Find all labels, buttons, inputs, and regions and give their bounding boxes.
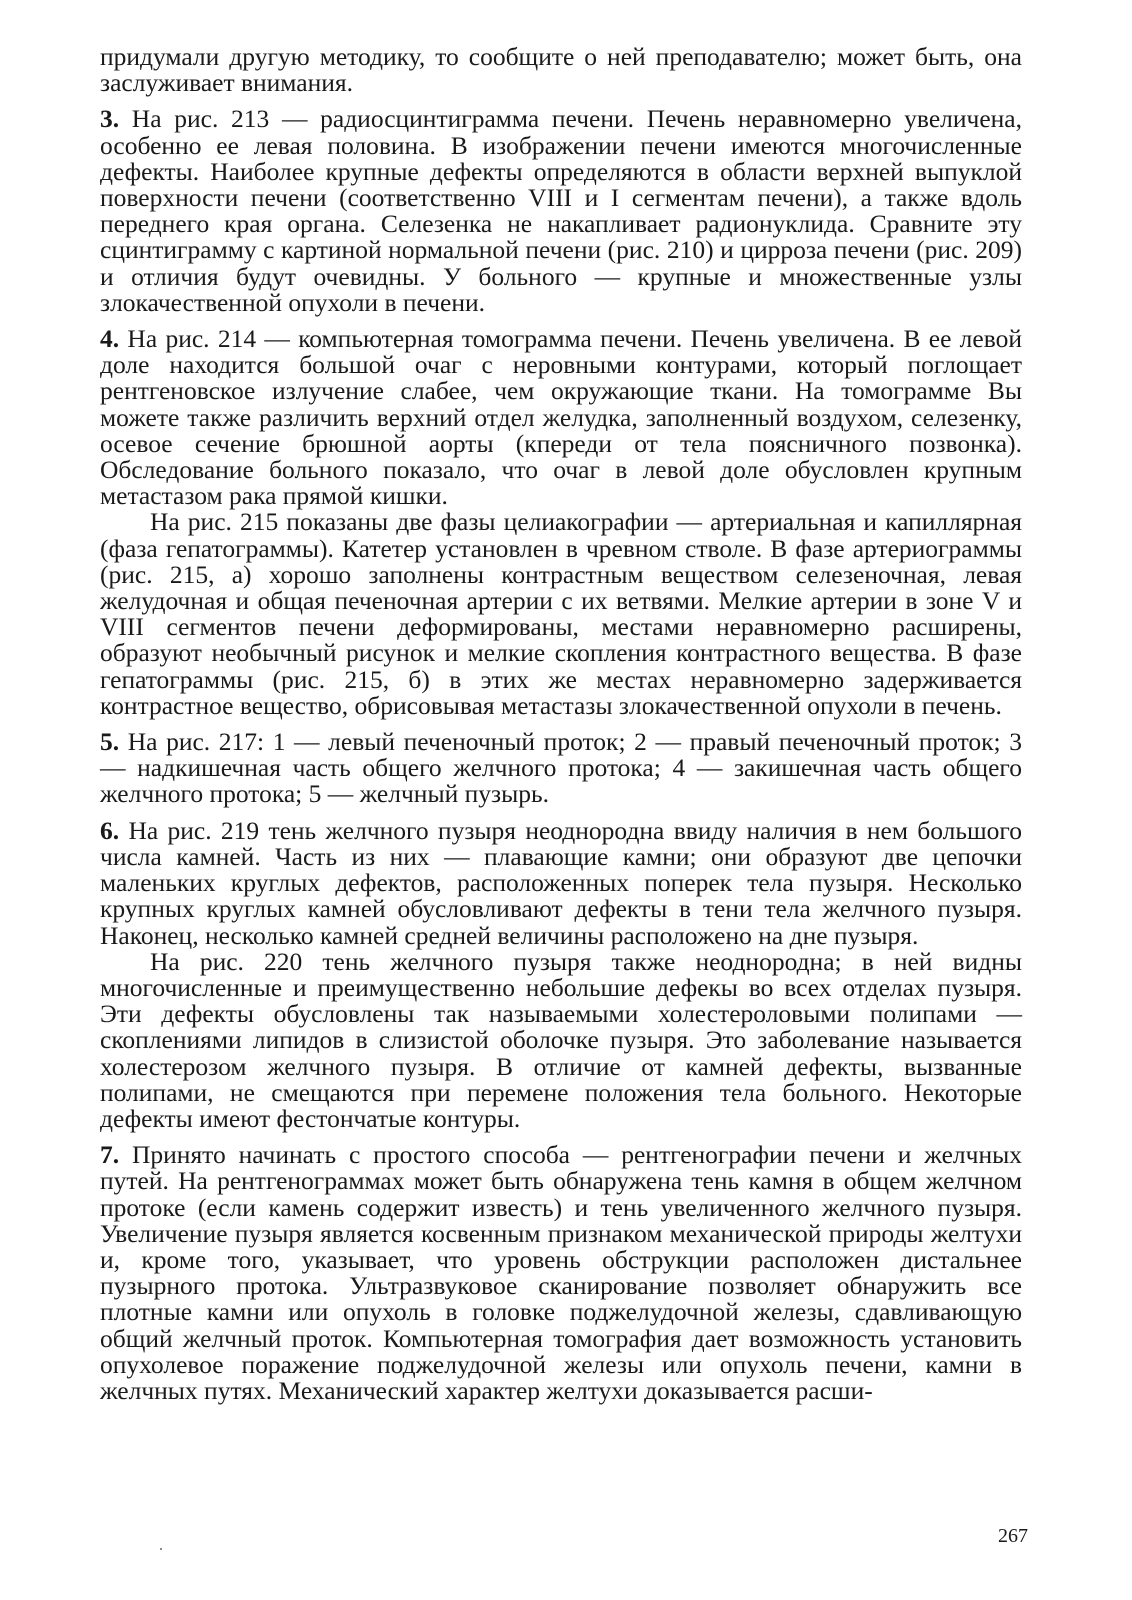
page-number: 267 <box>998 1525 1028 1547</box>
item-number: 4. <box>100 324 120 354</box>
paragraph-item-3: 3. На рис. 213 — радиосцинтиграмма печени. Печень неравномерно увеличена, особенно ее левая половина. В изображении печени имеются многочисленные дефекты. Наиболее крупные дефекты определяются в области верхней выпуклой поверхности печени (соответственно VIII и I сегментам печени), а также вдоль переднего края органа. Селезенка не накапливает радионуклида. Сравните эту сцинтиграмму с картиной нормальной печени (рис. 210) и цирроза печени (рис. 209) и отличия будут очевидны. У больного — крупные и множественные узлы злокачественной опухоли в печени. <box>100 104 1022 317</box>
item-number: 6. <box>100 815 120 845</box>
item-number: 5. <box>100 727 120 757</box>
paragraph-item-7: 7. Принято начинать с простого способа — рентгенографии печени и желчных путей. На рентгенограммах может быть обнаружена тень камня в общем желчном протоке (если камень содержит известь) и тень увеличенного желчного пузыря. Увеличение пузыря является косвенным признаком механической природы желтухи и, кроме того, указывает, что уровень обструкции расположен дистальнее пузырного протока. Ультразвуковое сканирование позволяет обнаружить все плотные камни или опухоль в головке поджелудочной железы, сдавливающую общий желчный проток. Компьютерная томография дает возможность установить опухолевое поражение поджелудочной железы или опухоль печени, камни в желчных путях. Механический характер желтухи доказывается расши- <box>100 1140 1022 1405</box>
paragraph-item-6-continued: На рис. 220 тень желчного пузыря также неоднородна; в ней видны многочисленные и преимущественно небольшие дефекы во всех отделах пузыря. Эти дефекты обусловлены так называемыми холестероловыми полипами — скоплениями липидов в слизистой оболочке пузыря. Это заболевание называется холестерозом желчного пузыря. В отличие от камней дефекты, вызванные полипами, не смещаются при перемене положения тела больного. Некоторые дефекты имеют фестончатые контуры. <box>100 946 1022 1133</box>
print-speck <box>160 1548 162 1550</box>
paragraph-continuation: придумали другую методику, то сообщите о ней преподавателю; может быть, она заслуживает внимания. <box>100 42 1022 98</box>
document-body <box>100 44 1022 1404</box>
item-number: 3. <box>100 104 120 134</box>
paragraph-item-4: 4. На рис. 214 — компьютерная томограмма печени. Печень увеличена. В ее левой доле находится большой очаг с неровными контурами, который поглощает рентгеновское излучение слабее, чем окружающие ткани. На томограмме Вы можете также различить верхний отдел желудка, заполненный воздухом, селезенку, осевое сечение брюшной аорты (кпереди от тела поясничного позвонка). Обследование больного показало, что очаг в левой доле обусловлен крупным метастазом рака прямой кишки. <box>100 324 1022 511</box>
item-number: 7. <box>100 1140 120 1170</box>
paragraph-item-5: 5. На рис. 217: 1 — левый печеночный проток; 2 — правый печеночный проток; 3 — надкишечная часть общего желчного протока; 4 — закишечная часть общего желчного протока; 5 — желчный пузырь. <box>100 727 1022 809</box>
paragraph-item-6: 6. На рис. 219 тень желчного пузыря неоднородна ввиду наличия в нем большого числа камней. Часть из них — плавающие камни; они образуют две цепочки маленьких круглых дефектов, расположенных поперек тела пузыря. Несколько крупных круглых камней обусловливают дефекты в тени тела желчного пузыря. Наконец, несколько камней средней величины расположено на дне пузыря. <box>100 815 1022 950</box>
paragraph-item-4-continued: На рис. 215 показаны две фазы целиакографии — артериальная и капиллярная (фаза гепатограммы). Катетер установлен в чревном стволе. В фазе артериограммы (рис. 215, а) хорошо заполнены контрастным веществом селезеночная, левая желудочная и общая печеночная артерии с их ветвями. Мелкие артерии в зоне V и VIII сегментов печени деформированы, местами неравномерно расширены, образуют необычный рисунок и мелкие скопления контрастного вещества. В фазе гепатограммы (рис. 215, б) в этих же местах неравномерно задерживается контрастное вещество, обрисовывая метастазы злокачественной опухоли в печень. <box>100 507 1022 720</box>
